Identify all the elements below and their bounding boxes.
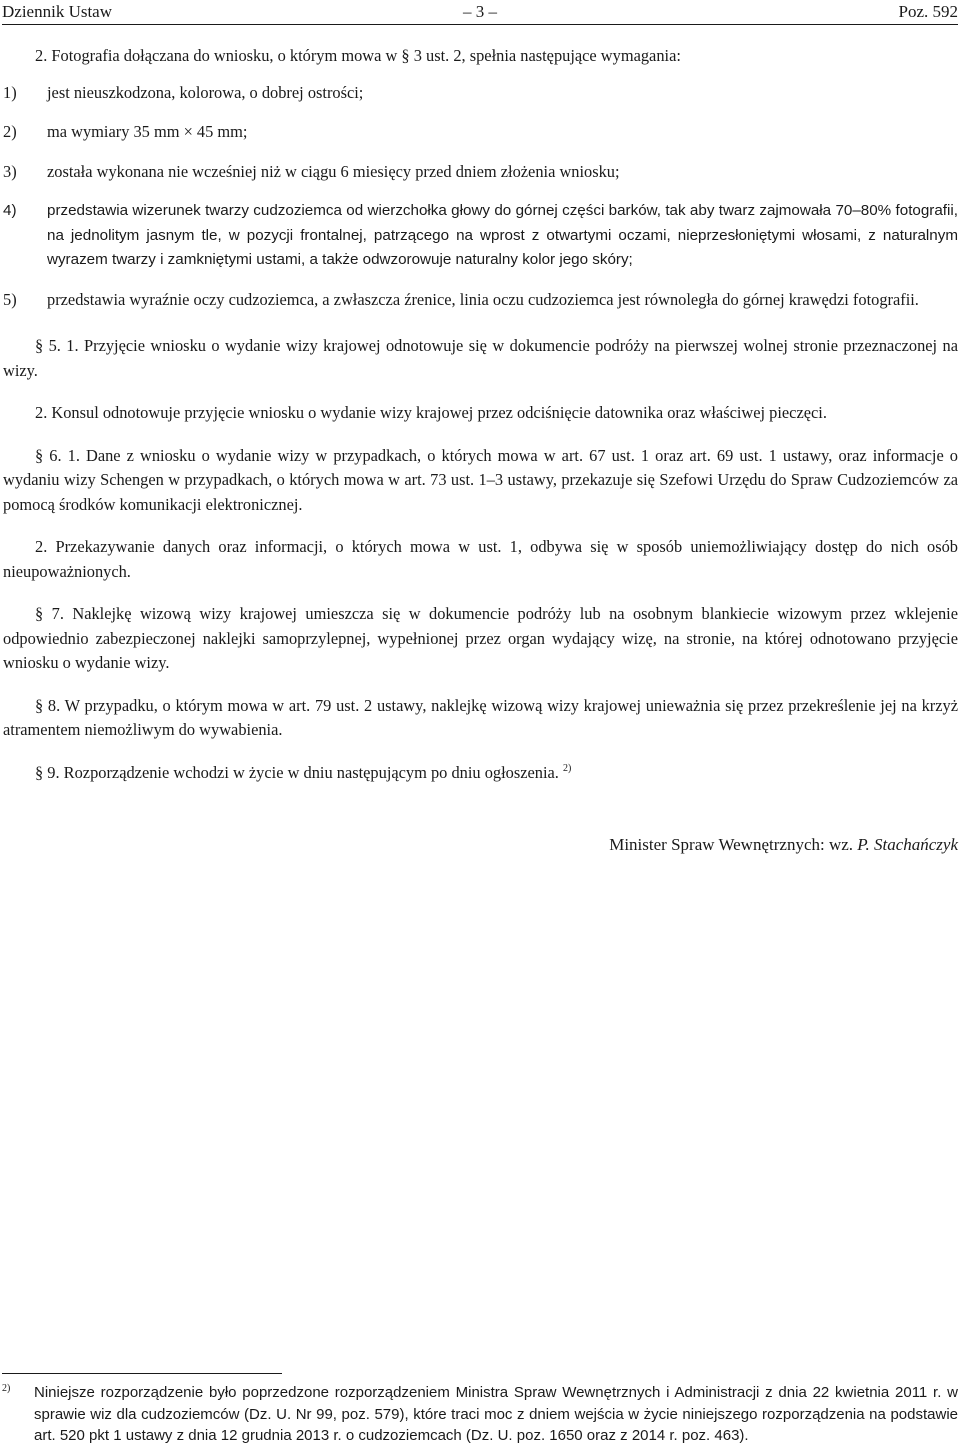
list-item-text: przedstawia wyraźnie oczy cudzoziemca, a zwłaszcza źrenice, linia oczu cudzoziemca jest równoległa do górnej krawędzi fotografii. bbox=[47, 289, 919, 309]
section-6-paragraph-2: 2. Przekazywanie danych oraz informacji, o których mowa w ust. 1, odbywa się w sposób uniemożliwiający dostęp do nich osób nieupoważnionych. bbox=[3, 537, 958, 581]
list-item-text: ma wymiary 35 mm × 45 mm; bbox=[47, 122, 248, 141]
list-item-number: 3) bbox=[3, 161, 17, 181]
footnote-mark: 2) bbox=[2, 1383, 11, 1394]
section-8-paragraph: § 8. W przypadku, o którym mowa w art. 79 ust. 2 ustawy, naklejkę wizową wizy krajowej unieważnia się przez przekreślenie jej na krzyż atramentem niemożliwym do wywabienia. bbox=[3, 695, 958, 739]
footnote-reference: 2) bbox=[563, 762, 572, 774]
document-body bbox=[3, 44, 958, 858]
list-item bbox=[3, 199, 958, 273]
section-9-paragraph bbox=[3, 761, 958, 786]
list-item-number: 2) bbox=[3, 122, 17, 141]
section-5-paragraph-2: 2. Konsul odnotowuje przyjęcie wniosku o wydanie wizy krajowej przez odciśnięcie datownika oraz właściwej pieczęci. bbox=[35, 403, 827, 422]
footnote bbox=[2, 1382, 958, 1447]
list-item-text: została wykonana nie wcześniej niż w ciągu 6 miesięcy przed dniem złożenia wniosku; bbox=[47, 161, 620, 181]
item-number: Poz. 592 bbox=[898, 2, 958, 21]
section-5-paragraph-1: § 5. 1. Przyjęcie wniosku o wydanie wizy krajowej odnotowuje się w dokumencie podróży na pierwszej wolnej stronie przeznaczonej na wizy. bbox=[3, 336, 958, 380]
signature-block bbox=[3, 833, 958, 858]
list-item-text: jest nieuszkodzona, kolorowa, o dobrej ostrości; bbox=[47, 82, 364, 102]
list-item bbox=[3, 81, 958, 106]
page-number: – 3 – bbox=[463, 2, 497, 21]
list-item-number: 1) bbox=[3, 82, 17, 102]
list-item-number: 5) bbox=[3, 289, 17, 309]
section-6-paragraph-1: § 6. 1. Dane z wniosku o wydanie wizy w przypadkach, o których mowa w art. 67 ust. 1 oraz art. 69 ust. 1 ustawy, oraz informacje o wydaniu wizy Schengen w przypadkach, o których mowa w art. 73 ust. 1–3 ustawy, przekazuje się Szefowi Urzędu do Spraw Cudzoziemców za pomocą środków komunikacji elektronicznej. bbox=[3, 445, 958, 514]
list-item-text: przedstawia wizerunek twarzy cudzoziemca od wierzchołka głowy do górnej części barków, tak aby twarz zajmowała 70–80% fotografii, na jednolitym jasnym tle, w pozycji frontalnej, patrzącego na wprost z otwartymi oczami, nieprzesłoniętymi włosami, z naturalnym wyrazem twarzy i zamkniętymi ustami, a także odwzorowuje naturalny kolor jego skóry; bbox=[47, 202, 958, 268]
list-item bbox=[3, 120, 958, 145]
list-item bbox=[3, 288, 958, 313]
footnote-text: Niniejsze rozporządzenie było poprzedzone rozporządzeniem Ministra Spraw Wewnętrznych i Administracji z dnia 22 kwietnia 2011 r. w sprawie wiz dla cudzoziemców (Dz. U. Nr 99, poz. 579), które traci moc z dniem wejścia w życie niniejszego rozporządzenia na podstawie art. 520 pkt 1 ustawy z dnia 12 grudnia 2013 r. o cudzoziemcach (Dz. U. poz. 1650 oraz z 2014 r. poz. 463). bbox=[34, 1384, 958, 1444]
journal-title: Dziennik Ustaw bbox=[2, 2, 113, 21]
section-9-text: § 9. Rozporządzenie wchodzi w życie w dniu następującym po dniu ogłoszenia. bbox=[35, 762, 559, 782]
page-header bbox=[2, 0, 958, 25]
section-7-paragraph: § 7. Naklejkę wizową wizy krajowej umieszcza się w dokumencie podróży lub na osobnym blankiecie wizowym przez wklejenie odpowiednio zabezpieczonej naklejki samoprzylepnej, wypełnionej przez organ wydający wizę, na stronie, na której odnotowano przyjęcie wniosku o wydanie wizy. bbox=[3, 604, 958, 672]
signature-title: Minister Spraw Wewnętrznych: wz. bbox=[609, 835, 854, 854]
requirements-list bbox=[3, 81, 958, 313]
footnote-divider bbox=[2, 1373, 282, 1374]
list-item bbox=[3, 160, 958, 185]
list-item-number: 4) bbox=[3, 202, 17, 219]
paragraph-2-intro: 2. Fotografia dołączana do wniosku, o którym mowa w § 3 ust. 2, spełnia następujące wymagania: bbox=[35, 46, 681, 65]
signature-name: P. Stachańczyk bbox=[857, 835, 958, 854]
